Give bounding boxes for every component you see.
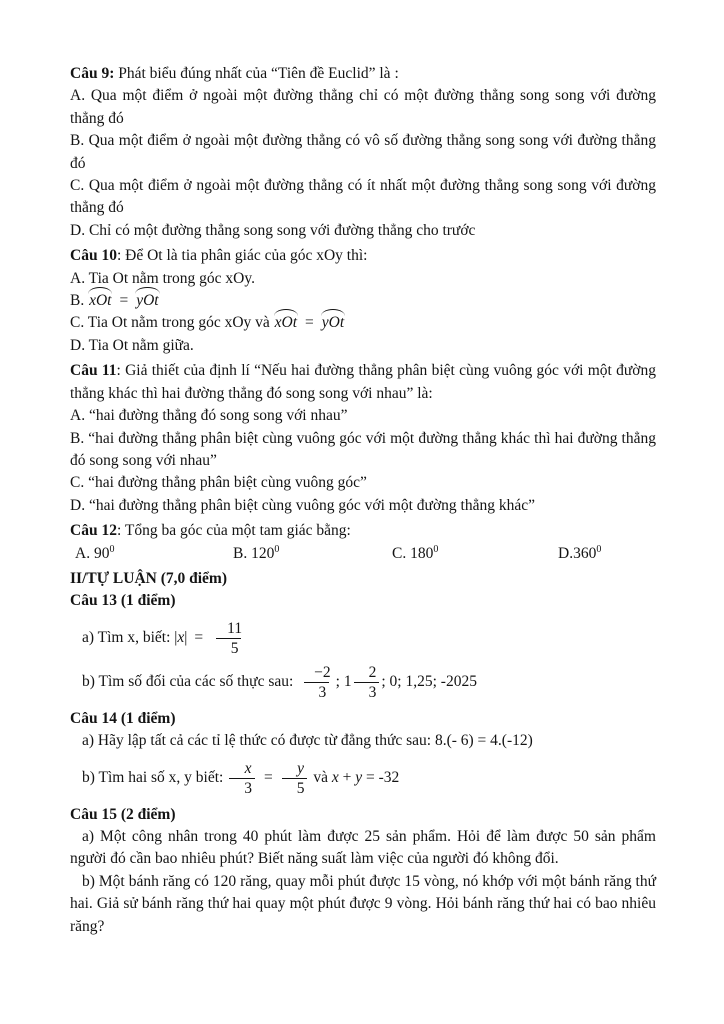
q12-label: Câu 12 xyxy=(70,522,117,540)
fraction-x-3: $\frac{x}{3}$ xyxy=(229,760,255,797)
q11-option-c: C. “hai đường thẳng phân biệt cùng vuông góc” xyxy=(70,474,367,492)
fraction-11-5: $\frac{11}{5}$ xyxy=(212,620,245,657)
q12-option-b: B. $120^0$ xyxy=(233,543,280,562)
q10-option-d: D. Tia Ot nằm giữa. xyxy=(70,336,194,354)
degree-superscript: 0 xyxy=(433,543,439,555)
degree-superscript: 0 xyxy=(274,543,280,555)
q12-title xyxy=(70,520,656,542)
q12-option-d: D.360$^0$ xyxy=(558,543,602,562)
q14-b-text: b) Tìm hai số x, y biết: xyxy=(82,768,228,786)
q11-option-a: A. “hai đường thẳng đó song song với nhau” xyxy=(70,407,348,425)
q13-part-b xyxy=(70,664,656,701)
q14-b-and: và xyxy=(309,768,332,786)
q9-title xyxy=(70,63,656,85)
q14-b-result: = -32 xyxy=(362,768,400,786)
q9-option-b: B. Qua một điểm ở ngoài một đường thẳng có vô số đường thẳng song song với đường thẳng đó xyxy=(70,132,656,172)
fraction-neg2-3: $\frac{-2}{3}$ xyxy=(299,664,334,701)
q10-option-a: A. Tia Ot nằm trong góc xOy. xyxy=(70,269,255,287)
q9-option-c: C. Qua một điểm ở ngoài một đường thẳng có ít nhất một đường thẳng song song với đường thẳng đó xyxy=(70,177,656,217)
q12-options-row xyxy=(70,543,656,565)
equals-sign: = xyxy=(194,628,204,646)
q9-label: Câu 9: xyxy=(70,65,115,82)
q14-part-b xyxy=(70,760,656,797)
q11-label: Câu 11 xyxy=(70,362,117,380)
q13-heading: Câu 13 (1 điểm) xyxy=(70,592,176,610)
q10-option-b xyxy=(70,290,656,312)
q9-option-d: D. Chỉ có một đường thẳng song song với đường thẳng cho trước xyxy=(70,221,476,239)
q13-b-rest: ; 0; 1,25; -2025 xyxy=(381,672,477,690)
q11-title xyxy=(70,360,656,405)
variable-x: x xyxy=(331,768,339,786)
degree-superscript: 0 xyxy=(596,543,602,555)
q14-part-a: a) Hãy lập tất cả các tỉ lệ thức có được từ đẳng thức sau: 8.(- 6) = 4.(-12) xyxy=(82,732,533,750)
q13-a-text: a) Tìm x, biết: xyxy=(82,628,175,646)
q15-part-b: b) Một bánh răng có 120 răng, quay mỗi phút được 15 vòng, nó khớp với một bánh răng thứ hai. Giả sử bánh răng thứ hai quay một phút được 9 vòng. Hỏi bánh răng thứ hai có bao nhiêu răng? xyxy=(70,872,656,935)
q10-option-b-prefix: B. xyxy=(70,292,89,310)
equals-sign: = xyxy=(263,768,273,786)
angle-yOt: yOt xyxy=(321,312,345,334)
q9-option-a: A. Qua một điểm ở ngoài một đường thẳng chỉ có một đường thẳng song song với đường thẳng đó xyxy=(70,87,656,127)
q13-b-text: b) Tìm số đối của các số thực sau: xyxy=(82,672,298,690)
fraction-y-5: $\frac{y}{5}$ xyxy=(282,760,308,797)
q13-b-separator: ; 1 xyxy=(335,672,352,690)
q12-option-a: A. $90^0$ xyxy=(75,543,115,562)
q13-part-a xyxy=(70,620,656,657)
angle-xOt: xOt xyxy=(88,290,112,312)
q10-option-c-prefix: C. Tia Ot nằm trong góc xOy và xyxy=(70,314,274,332)
q10-title-text: : Để Ot là tia phân giác của góc xOy thì: xyxy=(116,247,368,265)
abs-bar-right: | xyxy=(184,628,188,646)
q15-part-a: a) Một công nhân trong 40 phút làm được 25 sản phẩm. Hỏi để làm được 50 sản phẩm người đó cần bao nhiêu phút? Biết năng suất làm việc của người đó không đổi. xyxy=(70,827,656,868)
q11-option-b: B. “hai đường thẳng phân biệt cùng vuông góc với một đường thẳng khác thì hai đường thẳng đó song song với nhau” xyxy=(70,429,656,469)
equals-sign: = xyxy=(305,314,314,332)
degree-superscript: 0 xyxy=(109,543,115,555)
q10-title xyxy=(70,245,656,267)
angle-xOt: xOt xyxy=(274,312,298,334)
variable-x: x xyxy=(177,628,185,646)
q9-title-text: Phát biểu đúng nhất của “Tiên đề Euclid” là : xyxy=(114,65,399,82)
q12-option-c: C. $180^0$ xyxy=(392,543,439,562)
fraction-2-3: $\frac{2}{3}$ xyxy=(354,664,380,701)
angle-yOt: yOt xyxy=(135,290,159,312)
plus-sign: + xyxy=(338,768,356,786)
q15-heading: Câu 15 (2 điểm) xyxy=(70,805,176,823)
abs-bar-left: | xyxy=(174,628,178,646)
q11-title-text: : Giả thiết của định lí “Nếu hai đường thẳng phân biệt cùng vuông góc với một đường thẳng khác thì hai đường thẳng đó song song với nhau” là: xyxy=(70,362,656,402)
q14-heading: Câu 14 (1 điểm) xyxy=(70,709,176,727)
q10-label: Câu 10 xyxy=(70,247,117,265)
variable-y: y xyxy=(355,768,363,786)
equals-sign: = xyxy=(119,292,129,310)
q12-title-text: : Tổng ba góc của một tam giác bằng: xyxy=(116,522,351,540)
q11-option-d: D. “hai đường thẳng phân biệt cùng vuông góc với một đường thẳng khác” xyxy=(70,496,535,514)
q10-option-c xyxy=(70,312,656,334)
section-2-heading: II/TỰ LUẬN (7,0 điểm) xyxy=(70,569,228,587)
